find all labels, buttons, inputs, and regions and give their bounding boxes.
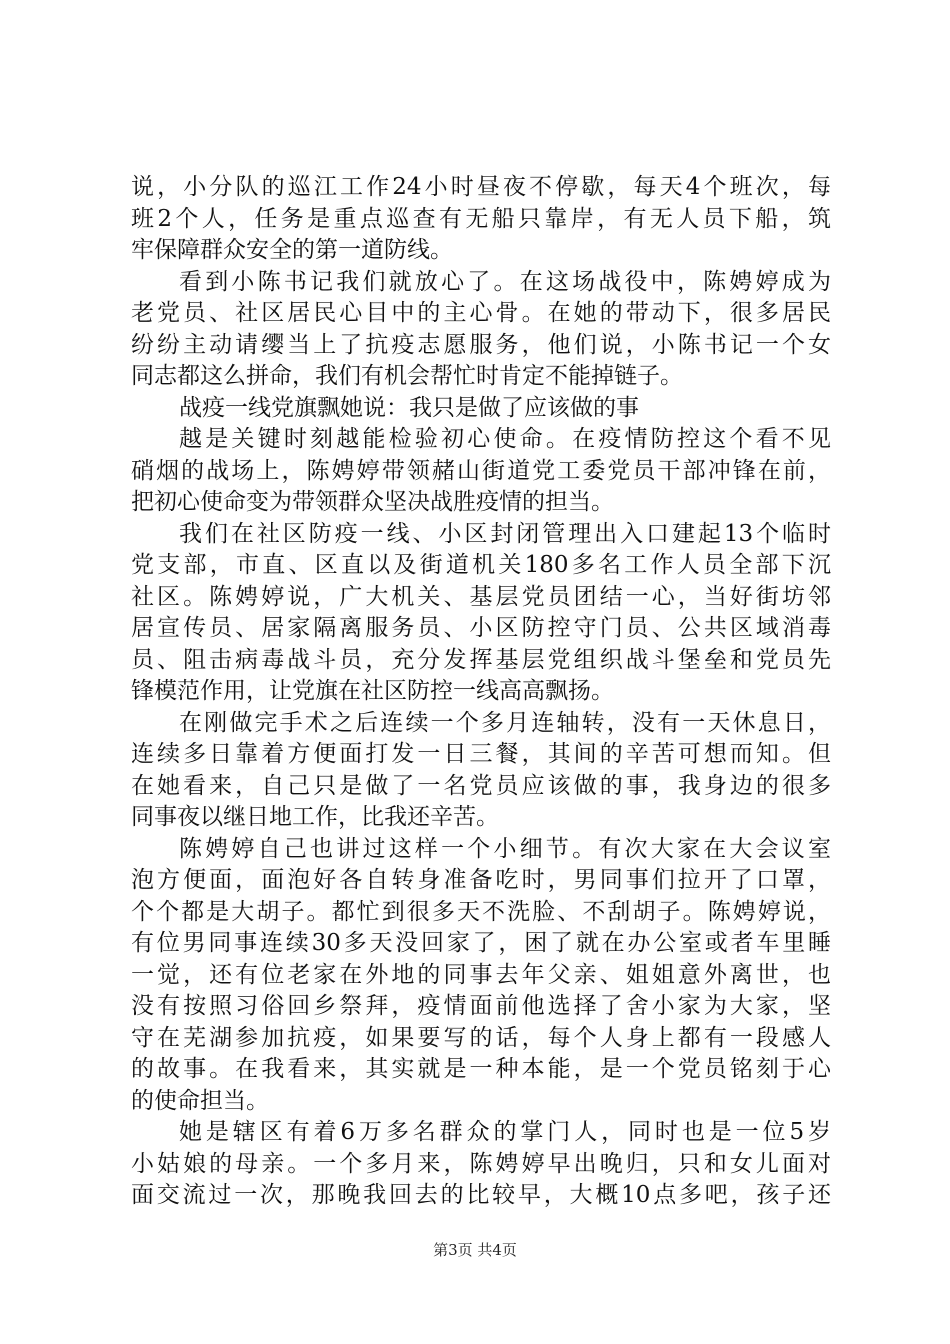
section-heading: 战疫一线党旗飘她说：我只是做了应该做的事 bbox=[179, 394, 639, 421]
text-line: 守在芜湖参加抗疫，如果要写的话，每个人身上都有一段感人 bbox=[131, 1024, 831, 1051]
text-line: 泡方便面，面泡好各自转身准备吃时，男同事们拉开了口罩， bbox=[131, 867, 831, 893]
text-line: 把初心使命变为带领群众坚决战胜疫情的担当。 bbox=[131, 489, 614, 515]
text-line: 社区。陈娉婷说，广大机关、基层党员团结一心，当好街坊邻 bbox=[131, 583, 831, 610]
text-line: 员、阻击病毒战斗员，充分发挥基层党组织战斗堡垒和党员先 bbox=[131, 646, 831, 673]
text-line: 说，小分队的巡江工作24小时昼夜不停歇，每天4个班次，每 bbox=[131, 174, 831, 200]
text-line: 一觉，还有位老家在外地的同事去年父亲、姐姐意外离世，也 bbox=[131, 961, 831, 988]
text-line: 个个都是大胡子。都忙到很多天不洗脸、不刮胡子。陈娉婷说， bbox=[131, 898, 831, 925]
text-line: 党支部，市直、区直以及街道机关180多名工作人员全部下沉 bbox=[131, 552, 831, 578]
text-line: 的故事。在我看来，其实就是一种本能，是一个党员铭刻于心 bbox=[131, 1056, 831, 1082]
text-line: 她是辖区有着6万多名群众的掌门人，同时也是一位5岁 bbox=[179, 1119, 831, 1145]
text-line: 同事夜以继日地工作，比我还辛苦。 bbox=[131, 804, 499, 830]
text-line: 牢保障群众安全的第一道防线。 bbox=[131, 237, 453, 263]
text-line: 同志都这么拼命，我们有机会帮忙时肯定不能掉链子。 bbox=[131, 363, 683, 389]
text-line: 没有按照习俗回乡祭拜，疫情面前他选择了舍小家为大家，坚 bbox=[131, 993, 831, 1019]
text-line: 的使命担当。 bbox=[131, 1087, 269, 1114]
text-line: 小姑娘的母亲。一个多月来，陈娉婷早出晚归，只和女儿面对 bbox=[131, 1150, 831, 1177]
text-line: 老党员、社区居民心目中的主心骨。在她的带动下，很多居民 bbox=[131, 300, 831, 326]
text-line: 越是关键时刻越能检验初心使命。在疫情防控这个看不见 bbox=[179, 426, 831, 452]
text-line: 居宣传员、居家隔离服务员、小区防控守门员、公共区域消毒 bbox=[131, 615, 831, 641]
text-line: 在刚做完手术之后连续一个多月连轴转，没有一天休息日， bbox=[179, 709, 831, 736]
text-line: 陈娉婷自己也讲过这样一个小细节。有次大家在大会议室 bbox=[179, 835, 831, 862]
text-line: 我们在社区防疫一线、小区封闭管理出入口建起13个临时 bbox=[179, 520, 831, 547]
text-line: 有位男同事连续30多天没回家了，困了就在办公室或者车里睡 bbox=[131, 930, 831, 956]
text-line: 锋模范作用，让党旗在社区防控一线高高飘扬。 bbox=[131, 678, 614, 704]
page-number-footer: 第3页 共4页 bbox=[433, 1241, 517, 1259]
article-body bbox=[131, 172, 831, 1212]
text-line: 连续多日靠着方便面打发一日三餐，其间的辛苦可想而知。但 bbox=[131, 741, 831, 767]
text-line: 纷纷主动请缨当上了抗疫志愿服务，他们说，小陈书记一个女 bbox=[131, 331, 831, 358]
text-line: 面交流过一次，那晚我回去的比较早，大概10点多吧，孩子还 bbox=[131, 1182, 831, 1208]
text-line: 班2个人，任务是重点巡查有无船只靠岸，有无人员下船，筑 bbox=[131, 205, 831, 232]
text-line: 硝烟的战场上，陈娉婷带领赭山街道党工委党员干部冲锋在前， bbox=[131, 457, 831, 484]
text-line: 看到小陈书记我们就放心了。在这场战役中，陈娉婷成为 bbox=[179, 268, 831, 295]
text-line: 在她看来，自己只是做了一名党员应该做的事，我身边的很多 bbox=[131, 772, 831, 799]
